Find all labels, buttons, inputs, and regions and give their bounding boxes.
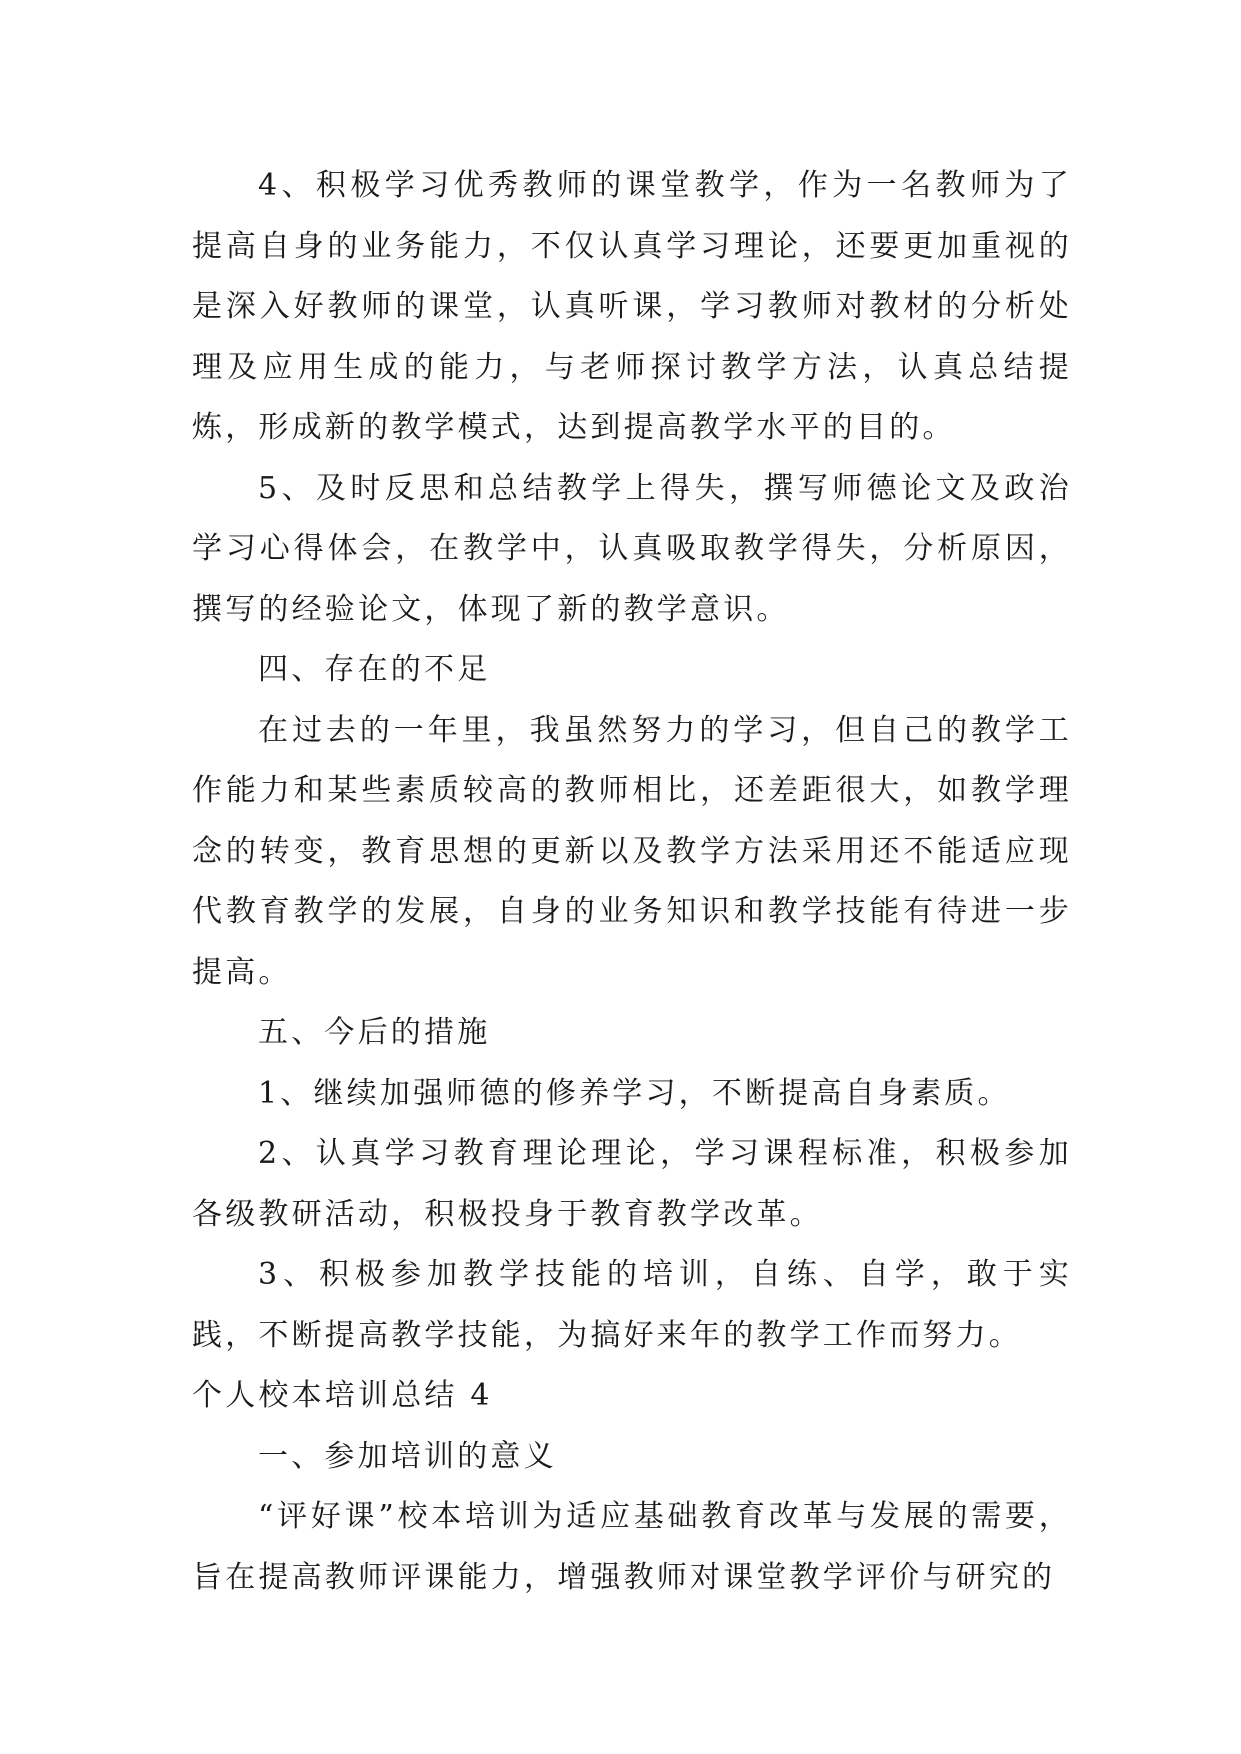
- paragraph-item-4: 4、积极学习优秀教师的课堂教学，作为一名教师为了提高自身的业务能力，不仅认真学习理论，还要更加重视的是深入好教师的课堂，认真听课，学习教师对教材的分析处理及应用生成的能力，与老师探讨教学方法，认真总结提炼，形成新的教学模式，达到提高教学水平的目的。: [192, 168, 1072, 445]
- section-heading-shortcomings: 四、存在的不足: [258, 652, 491, 687]
- paragraph-measure-1: 1、继续加强师德的修养学习，不断提高自身素质。: [258, 1075, 1011, 1111]
- paragraph-measure-2: 2、认真学习教育理论理论，学习课程标准，积极参加各级教研活动，积极投身于教育教学改革。: [192, 1136, 1072, 1232]
- section-heading-measures: 五、今后的措施: [258, 1015, 491, 1050]
- section-title: 个人校本培训总结 4: [192, 1378, 493, 1413]
- paragraph-measure-3: 3、积极参加教学技能的培训，自练、自学，敢于实践，不断提高教学技能，为搞好来年的教学工作而努力。: [192, 1257, 1072, 1353]
- paragraph-significance: “评好课”校本培训为适应基础教育改革与发展的需要，旨在提高教师评课能力，增强教师对课堂教学评价与研究的: [192, 1499, 1072, 1595]
- section-heading-significance: 一、参加培训的意义: [258, 1438, 557, 1474]
- paragraph-shortcomings: 在过去的一年里，我虽然努力的学习，但自己的教学工作能力和某些素质较高的教师相比，还差距很大，如教学理念的转变，教育思想的更新以及教学方法采用还不能适应现代教育教学的发展，自身的业务知识和教学技能有待进一步提高。: [192, 712, 1072, 990]
- document-body: [192, 156, 1072, 1608]
- paragraph-item-5: 5、及时反思和总结教学上得失，撰写师德论文及政治学习心得体会，在教学中，认真吸取教学得失，分析原因，撰写的经验论文，体现了新的教学意识。: [192, 470, 1072, 627]
